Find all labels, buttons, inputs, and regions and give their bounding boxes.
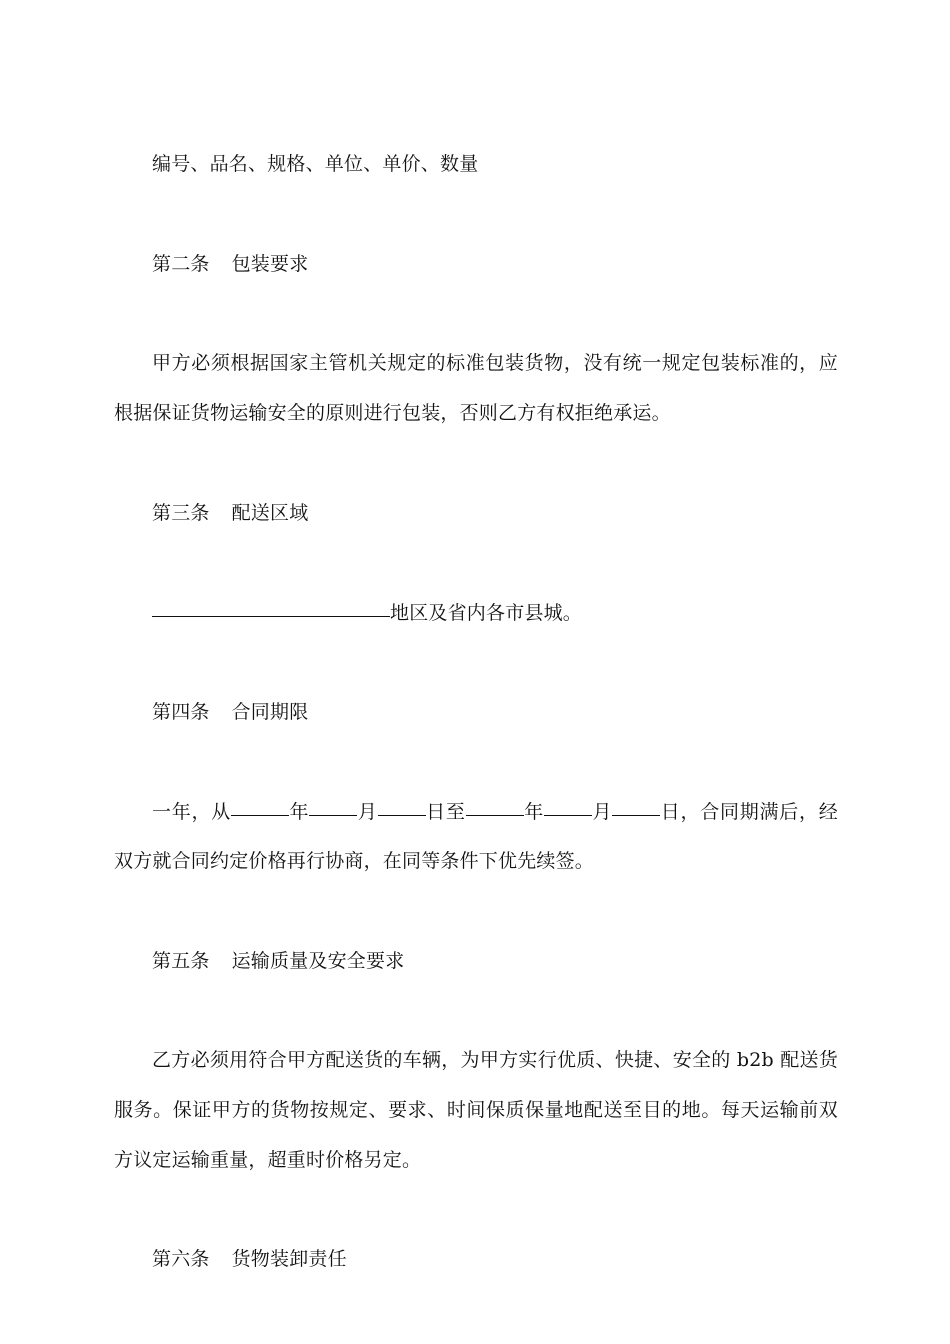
- fill-in-blank: [544, 815, 592, 816]
- term-text: 月: [357, 801, 378, 823]
- article-4-paragraph-line-1: [152, 801, 838, 823]
- article-number: 第二条: [152, 253, 210, 275]
- article-3-area-line: [152, 602, 838, 624]
- article-title: 配送区域: [231, 502, 309, 524]
- article-5-heading: [152, 950, 838, 972]
- article-title: 合同期限: [231, 701, 309, 723]
- term-text: 年: [523, 801, 544, 823]
- article-2-paragraph-line-1: 甲方必须根据国家主管机关规定的标准包装货物，没有统一规定包装标准的，应: [152, 352, 838, 374]
- item-list-header: 编号、品名、规格、单位、单价、数量: [152, 153, 479, 175]
- article-4-heading: [152, 701, 838, 723]
- term-text: 月: [591, 801, 613, 823]
- article-5-paragraph-line-1: 乙方必须用符合甲方配送货的车辆，为甲方实行优质、快捷、安全的 b2b 配送货: [152, 1049, 838, 1071]
- article-2-heading: [152, 253, 838, 275]
- article-title: 货物装卸责任: [231, 1248, 347, 1270]
- article-number: 第四条: [152, 701, 210, 723]
- term-text: 年: [289, 801, 310, 823]
- article-6-heading: [152, 1248, 838, 1270]
- fill-in-blank: [378, 815, 426, 816]
- term-text: 日，合同期满后，经: [660, 801, 838, 823]
- term-text: 日至: [425, 801, 466, 823]
- article-number: 第三条: [152, 502, 210, 524]
- article-5-paragraph-line-2: 服务。保证甲方的货物按规定、要求、时间保质保量地配送至目的地。每天运输前双: [114, 1099, 838, 1121]
- article-title: 包装要求: [231, 253, 309, 275]
- fill-in-blank: [612, 815, 660, 816]
- term-text: 一年，从: [152, 801, 231, 823]
- article-3-heading: [152, 502, 838, 524]
- area-text: 地区及省内各市县城。: [390, 602, 583, 624]
- article-4-paragraph-line-2: 双方就合同约定价格再行协商，在同等条件下优先续签。: [114, 850, 595, 872]
- article-number: 第六条: [152, 1248, 210, 1270]
- article-5-paragraph-line-3: 方议定运输重量，超重时价格另定。: [114, 1149, 422, 1171]
- article-number: 第五条: [152, 950, 210, 972]
- article-2-paragraph-line-2: 根据保证货物运输安全的原则进行包装，否则乙方有权拒绝承运。: [114, 402, 671, 424]
- article-title: 运输质量及安全要求: [231, 950, 405, 972]
- fill-in-blank: [231, 815, 289, 816]
- fill-in-blank: [152, 616, 390, 617]
- fill-in-blank: [309, 815, 357, 816]
- fill-in-blank: [466, 815, 524, 816]
